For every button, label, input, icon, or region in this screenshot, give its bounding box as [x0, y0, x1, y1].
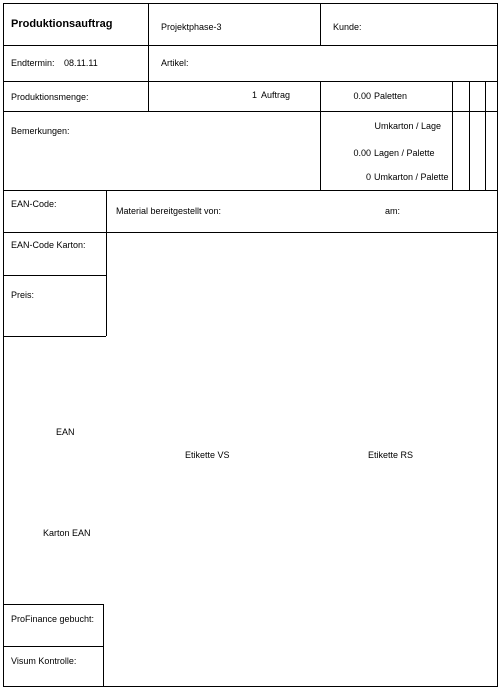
col-ean-material: [106, 190, 107, 336]
production-order-form: [3, 3, 498, 687]
project-phase: Projektphase-3: [161, 22, 222, 32]
rule-row2: [3, 81, 498, 82]
col-check1: [452, 81, 453, 190]
profinance-label: ProFinance gebucht:: [11, 614, 95, 624]
material-provided-label: Material bereitgestellt von:: [116, 206, 222, 216]
rule-row1: [3, 45, 498, 46]
cartons-value: 0: [365, 172, 371, 182]
rule-carton-ean: [3, 275, 106, 276]
col-check3: [485, 81, 486, 190]
rule-profinance: [3, 604, 103, 605]
ean-label: EAN: [56, 427, 75, 437]
cartons-unit: Umkarton / Palette: [374, 172, 449, 182]
back-label: Etikette RS: [368, 450, 414, 460]
remarks-label: Bemerkungen:: [11, 126, 70, 136]
pallets-value: 0.00: [353, 91, 371, 101]
ean-code-label: EAN-Code:: [11, 199, 57, 209]
rule-price: [3, 336, 106, 337]
due-date-value: 08.11.11: [64, 58, 98, 68]
quantity-label: Produktionsmenge:: [11, 92, 89, 102]
visum-label: Visum Kontrolle:: [11, 656, 77, 666]
customer-label: Kunde:: [333, 22, 362, 32]
material-date-label: am:: [385, 206, 401, 216]
price-label: Preis:: [11, 290, 35, 300]
article-label: Artikel:: [161, 58, 189, 68]
rule-row3: [3, 111, 498, 112]
col-footer: [103, 604, 104, 687]
col-pallets: [320, 81, 321, 190]
layers-value: 0.00: [353, 148, 371, 158]
due-date-label: Endtermin:: [11, 58, 55, 68]
order-unit: Auftrag: [261, 90, 291, 100]
pallets-unit: Paletten: [374, 91, 408, 101]
layers-unit: Lagen / Palette: [374, 148, 435, 158]
form-title: Produktionsauftrag: [11, 18, 113, 30]
cartons-per-layer-unit: Umkarton / Lage: [374, 121, 441, 131]
carton-ean-label: Karton EAN: [43, 528, 91, 538]
rule-visum: [3, 646, 103, 647]
col-check2: [469, 81, 470, 190]
col-customer: [320, 3, 321, 45]
order-count: 1: [251, 90, 257, 100]
rule-row4: [3, 190, 498, 191]
front-label: Etikette VS: [185, 450, 230, 460]
rule-row5: [3, 232, 498, 233]
carton-ean-code-label: EAN-Code Karton:: [11, 240, 86, 250]
col-project: [148, 3, 149, 111]
